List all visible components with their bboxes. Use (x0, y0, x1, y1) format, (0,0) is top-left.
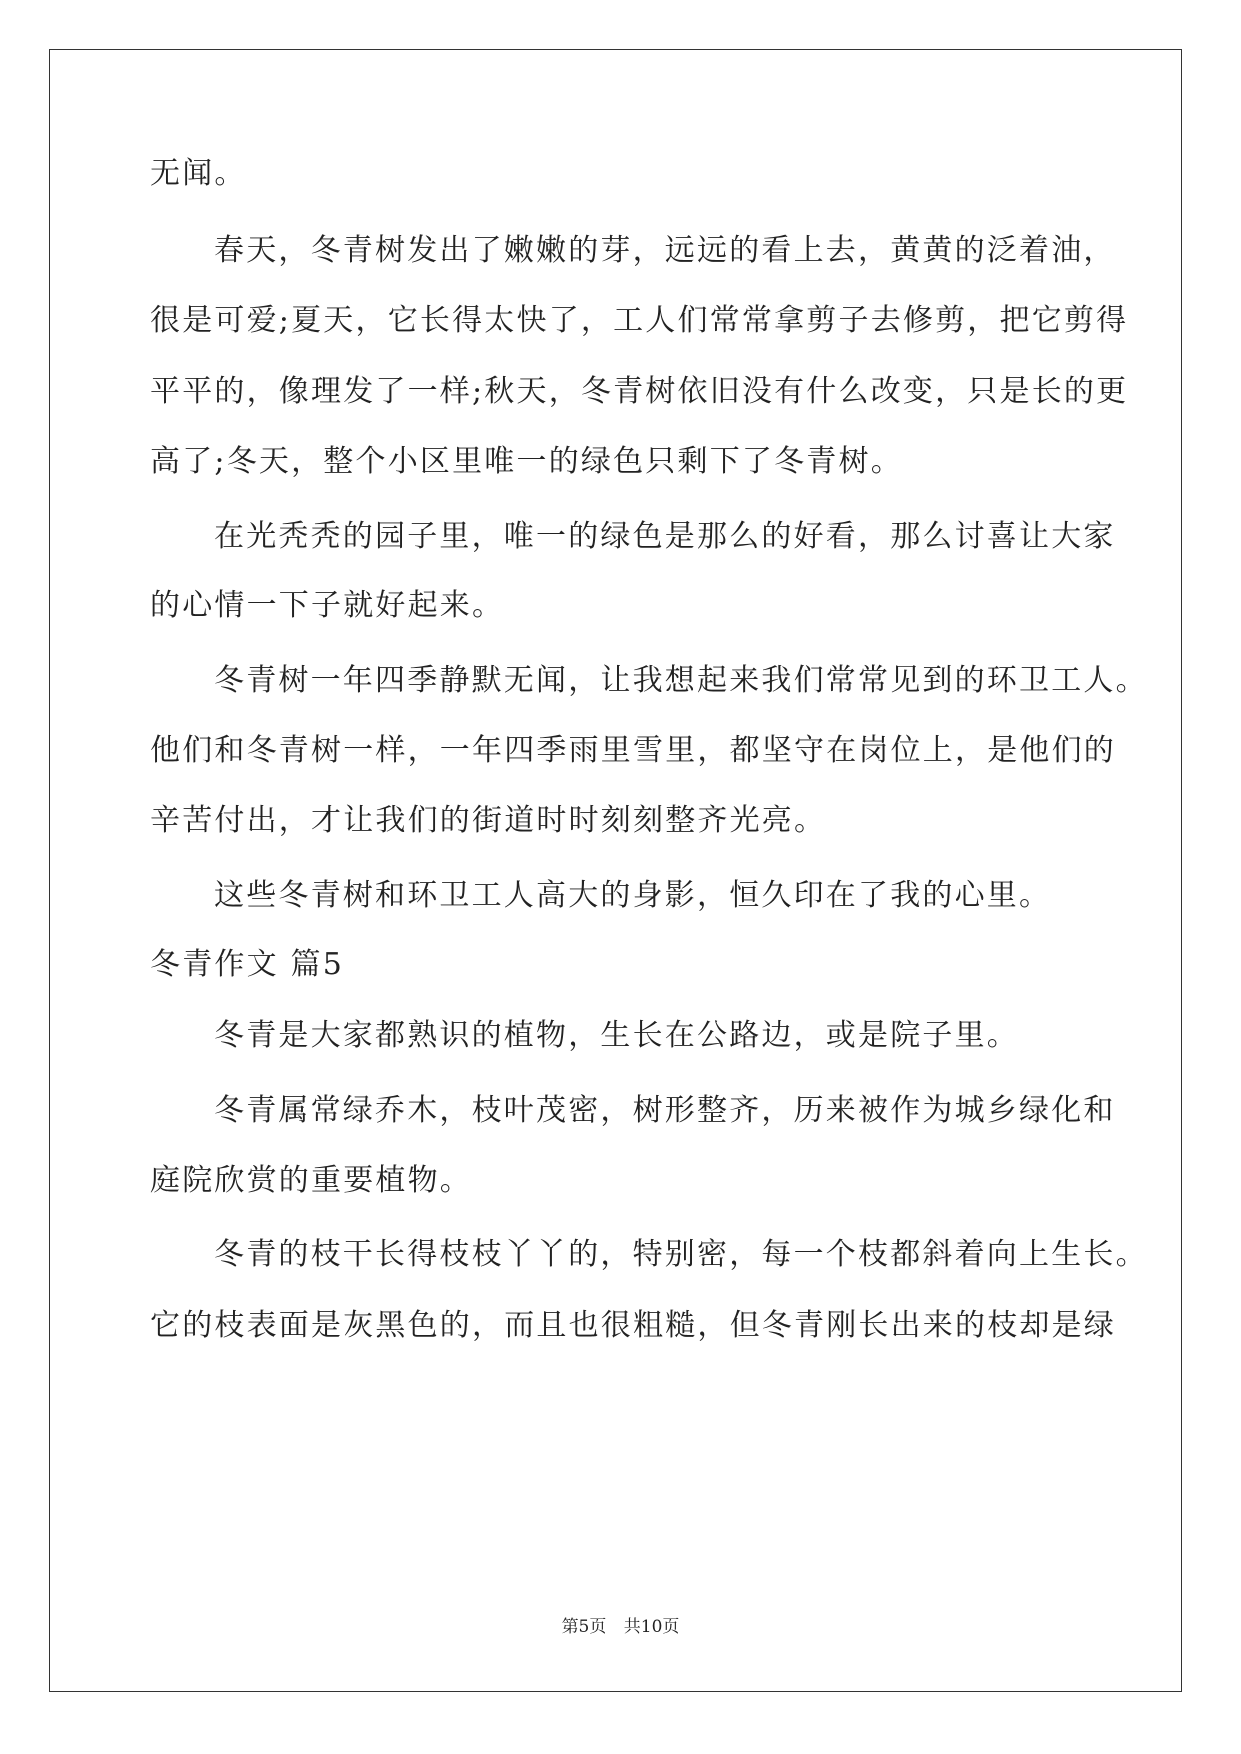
text-line: 它的枝表面是灰黑色的，而且也很粗糙，但冬青刚长出来的枝却是绿 (150, 1308, 1116, 1343)
text-line: 他们和冬青树一样，一年四季雨里雪里，都坚守在岗位上，是他们的 (150, 733, 1116, 768)
text-line: 很是可爱;夏天，它长得太快了，工人们常常拿剪子去修剪，把它剪得 (150, 303, 1129, 338)
text-line: 辛苦付出，才让我们的街道时时刻刻整齐光亮。 (150, 803, 827, 838)
text-line: 春天，冬青树发出了嫩嫩的芽，远远的看上去，黄黄的泛着油， (214, 233, 1116, 268)
text-line: 在光秃秃的园子里，唯一的绿色是那么的好看，那么讨喜让大家 (214, 519, 1116, 554)
page-footer (0, 1612, 1241, 1637)
page-total: 共10页 (623, 1617, 680, 1637)
text-line: 冬青是大家都熟识的植物，生长在公路边，或是院子里。 (214, 1018, 1019, 1053)
text-line: 的心情一下子就好起来。 (150, 588, 505, 623)
text-line: 庭院欣赏的重要植物。 (150, 1163, 472, 1198)
text-line: 冬青属常绿乔木，枝叶茂密，树形整齐，历来被作为城乡绿化和 (214, 1093, 1116, 1128)
text-line: 冬青的枝干长得枝枝丫丫的，特别密，每一个枝都斜着向上生长。 (214, 1237, 1148, 1272)
page-number: 第5页 (561, 1617, 607, 1637)
text-line: 平平的，像理发了一样;秋天，冬青树依旧没有什么改变，只是长的更 (150, 374, 1129, 409)
text-line: 无闻。 (150, 156, 247, 191)
text-line: 高了;冬天，整个小区里唯一的绿色只剩下了冬青树。 (150, 444, 903, 479)
page-border (49, 49, 1182, 1692)
section-heading: 冬青作文 篇5 (150, 947, 345, 982)
text-line: 冬青树一年四季静默无闻，让我想起来我们常常见到的环卫工人。 (214, 663, 1148, 698)
text-line: 这些冬青树和环卫工人高大的身影，恒久印在了我的心里。 (214, 878, 1052, 913)
